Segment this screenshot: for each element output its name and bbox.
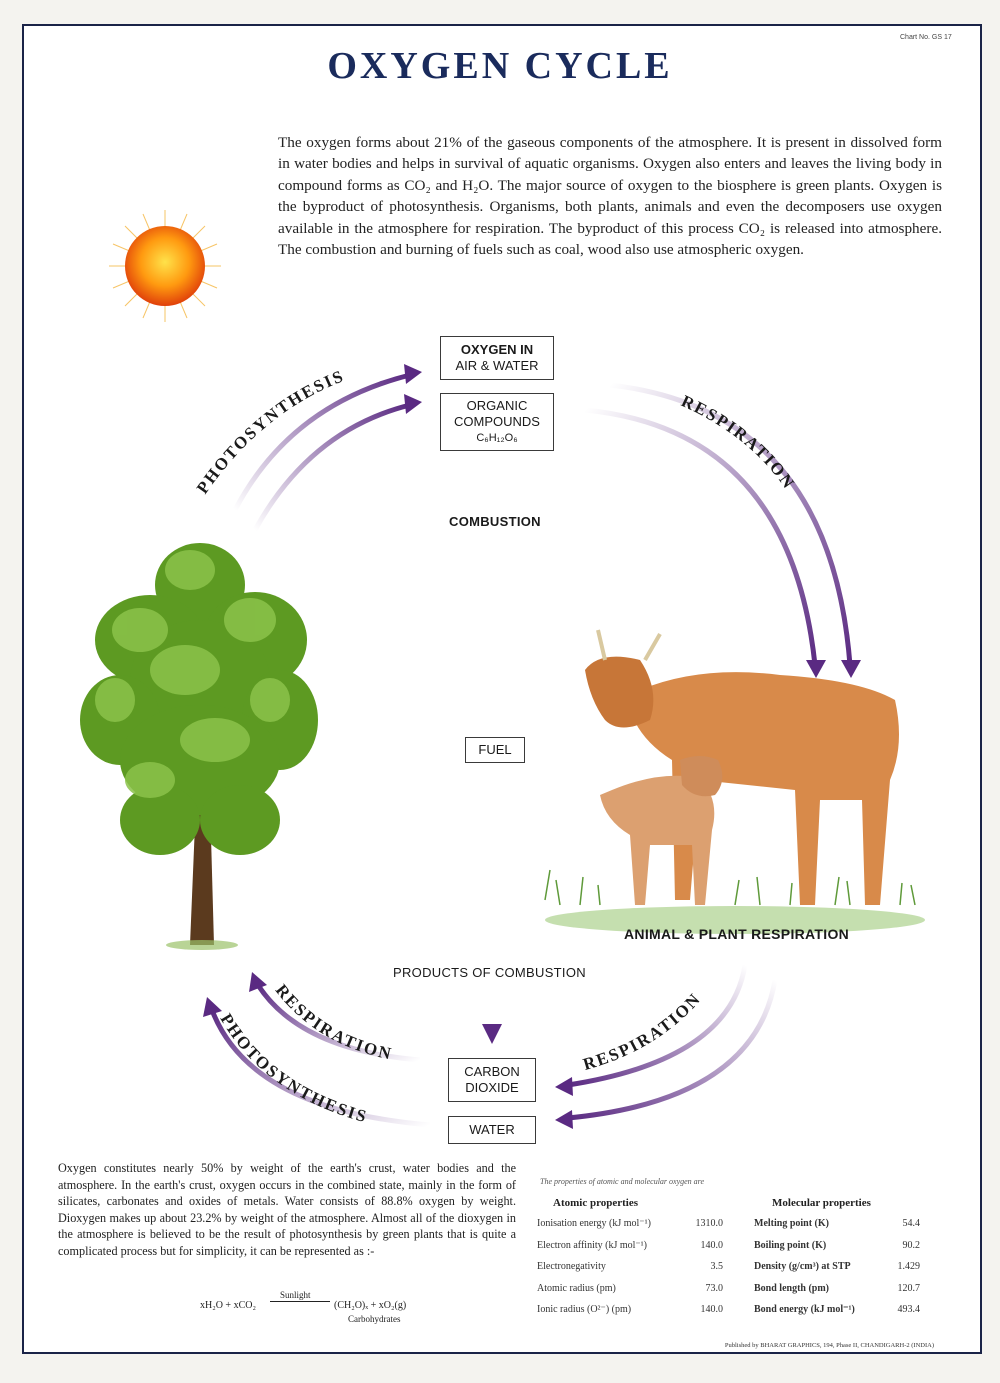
table-row (537, 1299, 723, 1321)
table-row (537, 1235, 723, 1257)
products-of-combustion-label: PRODUCTS OF COMBUSTION (393, 965, 586, 980)
bottom-paragraph: Oxygen constitutes nearly 50% by weight of the earth's crust, water bodies and the atmosphere. In the earth's crust, oxygen occurs in the combined state, mainly in the form of silicates, carbonates and oxides of metals. Water consists of 88.8% oxygen by weight. Dioxygen makes up about 23.2% by weight of the atmosphere. Almost all of the dioxygen in the atmosphere is believed to be the result of photosynthesis by green plants that is quite a complicated process but for simplicity, it can be represented as :- (58, 1161, 516, 1258)
chart-number: Chart No. GS 17 (900, 34, 952, 41)
table-row (754, 1235, 920, 1257)
box-organic-line2: COMPOUNDS (454, 414, 540, 429)
property-value: 1310.0 (695, 1218, 723, 1230)
table-row (754, 1213, 920, 1235)
equation-left: xH₂O + xCO₂ (200, 1300, 256, 1311)
molecular-properties-table (754, 1213, 920, 1321)
respiration-bottom-right-label: RESPIRATION (580, 988, 705, 1074)
equation-under: Carbohydrates (348, 1314, 401, 1324)
photosynthesis-top-label: PHOTOSYNTHESIS (192, 366, 348, 498)
photosynthesis-equation (200, 1292, 460, 1328)
sun-icon (109, 210, 221, 322)
box-organic-line1: ORGANIC (466, 398, 528, 413)
property-value: 120.7 (897, 1282, 920, 1294)
publisher-credit: Published by BHARAT GRAPHICS, 194, Phase II, CHANDIGARH-2 (INDIA) (724, 1342, 934, 1349)
property-value: 73.0 (705, 1282, 723, 1294)
property-name: Bond energy (kJ mol⁻¹) (754, 1304, 855, 1316)
box-carbon-dioxide (448, 1058, 536, 1102)
equation-right: (CH₂O)ₓ + xO₂(g) (334, 1300, 407, 1311)
property-value: 54.4 (902, 1218, 920, 1230)
property-value: 140.0 (700, 1304, 723, 1316)
atomic-properties-heading: Atomic properties (553, 1197, 639, 1209)
tree-icon (80, 543, 318, 950)
page-title: OXYGEN CYCLE (327, 45, 673, 87)
property-name: Electronegativity (537, 1261, 606, 1273)
table-row (537, 1256, 723, 1278)
equation-over-arrow: Sunlight (280, 1290, 311, 1300)
box-organic-formula: C₆H₁₂O₆ (476, 432, 518, 444)
box-water-label: WATER (469, 1122, 515, 1137)
property-name: Melting point (K) (754, 1218, 829, 1230)
property-value: 3.5 (710, 1261, 723, 1273)
box-fuel (465, 737, 525, 763)
property-name: Electron affinity (kJ mol⁻¹) (537, 1239, 648, 1251)
box-oxygen-in-air-water (440, 336, 554, 380)
property-name: Density (g/cm³) at STP (754, 1261, 851, 1273)
combustion-label: COMBUSTION (449, 514, 541, 529)
box-water (448, 1116, 536, 1144)
property-value: 140.0 (700, 1239, 723, 1251)
cow-icon (545, 630, 925, 934)
molecular-properties-heading: Molecular properties (772, 1197, 871, 1209)
box-oxygen-line1: OXYGEN IN (460, 342, 534, 357)
animal-plant-respiration-label: ANIMAL & PLANT RESPIRATION (624, 926, 850, 942)
property-name: Ionic radius (O²⁻) (pm) (537, 1304, 632, 1316)
table-row (537, 1278, 723, 1300)
box-oxygen-line2: AIR & WATER (455, 358, 539, 373)
property-name: Ionisation energy (kJ mol⁻¹) (537, 1218, 651, 1230)
properties-caption: The properties of atomic and molecular oxygen are (540, 1177, 705, 1186)
intro-paragraph: The oxygen forms about 21% of the gaseous components of the atmosphere. It is present in dissolved form in water bodies and helps in survival of aquatic organisms. Oxygen also enters and leaves the living body in compound forms as CO₂ and H₂O. The major source of oxygen to the biosphere is green plants. Oxygen is the byproduct of photosynthesis. Organisms, both plants, animals and even the decomposers use oxygen available in the atmosphere for respiration. The byproduct of this process CO₂ is released into atmosphere. The combustion and burning of fuels such as coal, wood also use atmospheric oxygen. (278, 134, 942, 259)
property-name: Atomic radius (pm) (537, 1282, 616, 1294)
property-value: 493.4 (897, 1304, 920, 1316)
property-value: 90.2 (902, 1239, 920, 1251)
table-row (537, 1213, 723, 1235)
table-row (754, 1278, 920, 1300)
equation-arrow (270, 1301, 330, 1302)
box-co2-line2: DIOXIDE (465, 1080, 519, 1095)
box-co2-line1: CARBON (464, 1064, 520, 1079)
respiration-bottom-right-arrows (555, 965, 775, 1129)
property-name: Boiling point (K) (754, 1239, 827, 1251)
property-value: 1.429 (897, 1261, 920, 1273)
respiration-bottom-left-label: RESPIRATION (271, 980, 395, 1064)
photosynthesis-bottom-left-label: PHOTOSYNTHESIS (216, 1010, 371, 1127)
respiration-right-label: RESPIRATION (678, 391, 800, 494)
box-fuel-label: FUEL (478, 742, 512, 757)
property-name: Bond length (pm) (754, 1282, 830, 1294)
atomic-properties-table (537, 1213, 723, 1321)
box-organic-compounds (440, 393, 554, 451)
table-row (754, 1299, 920, 1321)
table-row (754, 1256, 920, 1278)
